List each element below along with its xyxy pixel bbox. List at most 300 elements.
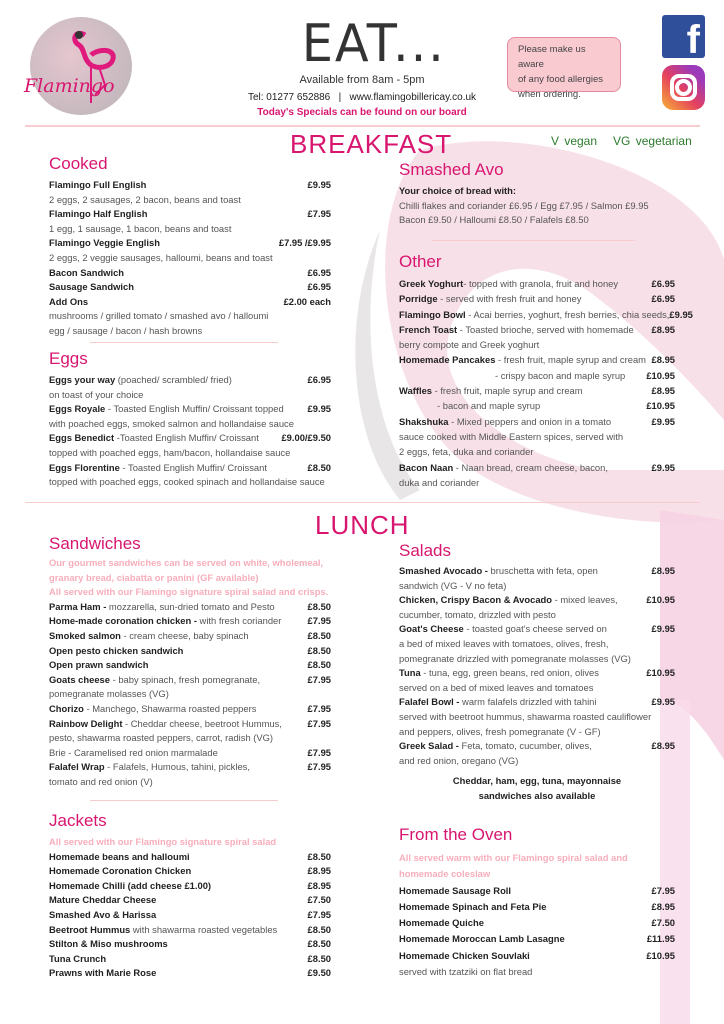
item-price: £7.95: [307, 717, 331, 729]
menu-item: [49, 295, 331, 310]
item-price: £8.95: [651, 900, 675, 912]
menu-item: [399, 368, 675, 383]
item-desc: (poached/ scrambled/ fried): [115, 374, 232, 385]
item-description: [49, 417, 331, 432]
item-text: [399, 213, 589, 228]
item-text: [399, 352, 646, 367]
note-text: All served with our Flamingo signature spiral salad: [49, 836, 277, 847]
item-price: £9.95: [651, 623, 675, 635]
item-description: [49, 222, 331, 237]
item-price: £8.95: [651, 740, 675, 752]
footer-line: sandwiches also available: [478, 789, 596, 801]
item-text: [399, 666, 599, 681]
item-price: £7.95: [307, 208, 331, 220]
item-text: [49, 309, 268, 324]
item-desc: and peppers, olives, fresh pomegranate (V - GF): [399, 725, 601, 737]
item-description: [49, 775, 331, 790]
item-name: Mature Cheddar Cheese: [49, 894, 157, 906]
item-price: £7.95: [307, 746, 331, 758]
item-price: £9.95: [651, 461, 675, 473]
item-text: [49, 446, 290, 461]
item-price: £8.50: [307, 659, 331, 671]
instagram-icon[interactable]: [662, 65, 705, 110]
item-name: Homemade Coronation Chicken: [49, 865, 192, 877]
item-description: [399, 429, 675, 444]
menu-item: [399, 899, 675, 915]
item-text: [49, 760, 250, 775]
item-text: [49, 251, 273, 266]
item-name: Add Ons: [49, 295, 89, 307]
section-title-salads: Salads: [399, 541, 451, 560]
item-text: [399, 276, 618, 291]
item-desc: - cream cheese, baby spinach: [120, 629, 249, 641]
item-text: [399, 593, 618, 608]
item-desc: - Mixed peppers and onion in a tomato: [448, 415, 612, 427]
item-text: [399, 199, 649, 214]
section-title-sandwiches: Sandwiches: [49, 534, 141, 553]
item-price: £7.95: [307, 761, 331, 773]
item-description: [49, 193, 331, 208]
item-text: [399, 579, 506, 594]
item-text: [49, 193, 241, 208]
item-text: [399, 337, 539, 352]
item-price: £6.95: [651, 278, 675, 289]
item-price: £11.95: [646, 933, 675, 945]
item-text: [399, 883, 511, 899]
item-text: [49, 658, 149, 673]
note-text: homemade coleslaw: [399, 868, 491, 880]
menu-item: [49, 280, 331, 295]
item-price: £6.95: [307, 374, 331, 385]
menu-item: [49, 717, 331, 732]
item-text: [399, 710, 651, 725]
item-desc: mushrooms / grilled tomato / smashed avo / halloumi: [49, 310, 269, 322]
salads-footer: [399, 774, 675, 803]
item-price: £8.95: [651, 565, 675, 576]
menu-item: [399, 276, 675, 291]
item-price: £8.50: [307, 629, 331, 641]
divider: [90, 800, 278, 801]
section-title-eggs: Eggs: [49, 349, 88, 368]
item-name: Goats cheese: [49, 673, 110, 685]
menu-item: [49, 236, 331, 251]
item-text: [49, 908, 156, 923]
item-desc: with fresh coriander: [196, 615, 282, 627]
allergy-line: of any food allergies: [518, 74, 604, 85]
item-desc: - Cheddar cheese, beetroot Hummus,: [122, 717, 282, 729]
item-price: £8.50: [307, 850, 331, 862]
section-note: [49, 556, 331, 571]
item-desc: served with beetroot hummus, shawarma roasted cauliflower: [399, 710, 652, 722]
item-desc: Bacon £9.50 / Halloumi £8.50 / Falafels £8.50: [399, 214, 589, 226]
item-text: [49, 893, 156, 908]
item-name: Your choice of bread with:: [399, 185, 517, 196]
item-text: [49, 402, 284, 417]
item-text: [49, 937, 168, 952]
item-text: [49, 687, 169, 702]
item-desc: - fresh fruit, maple syrup and cream: [432, 385, 583, 397]
item-description: [399, 725, 675, 740]
menu-item: [49, 850, 331, 865]
menu-item: [399, 948, 675, 964]
item-desc: 2 eggs, 2 veggie sausages, halloumi, beans and toast: [49, 251, 273, 263]
item-description: [49, 388, 331, 403]
item-text: [399, 460, 608, 475]
item-text: [399, 964, 532, 980]
item-desc: a bed of mixed leaves with tomatoes, olives, fresh,: [399, 637, 609, 649]
item-text: [399, 850, 628, 866]
item-price: £8.50: [307, 952, 331, 964]
item-name: Shakshuka: [399, 415, 449, 427]
item-price: £10.95: [646, 369, 675, 381]
menu-item: [49, 461, 331, 476]
item-name: Parma Ham -: [49, 600, 107, 612]
menu-item: [399, 352, 675, 367]
smashed-avo-list: [399, 184, 675, 228]
item-name: Homemade Chicken Souvlaki: [399, 949, 530, 961]
item-text: [49, 236, 160, 251]
item-desc: - toasted goat's cheese served on: [463, 623, 607, 635]
item-price: £10.95: [646, 667, 675, 679]
item-desc: 2 eggs, feta, duka and coriander: [399, 446, 534, 458]
menu-item: [49, 644, 331, 659]
legend-vegetarian: VG vegetarian: [613, 134, 692, 148]
item-desc: pomegranate drizzled with pomegranate molasses (VG): [399, 652, 631, 664]
page-title: EAT...: [301, 14, 446, 74]
menu-item: [49, 402, 331, 417]
item-price: £7.95: [307, 673, 331, 685]
menu-item: [49, 614, 331, 629]
item-description: [49, 475, 331, 490]
item-description: [399, 213, 675, 228]
section-title-cooked: Cooked: [49, 154, 108, 173]
facebook-icon[interactable]: f: [662, 15, 705, 58]
item-desc: - Naan bread, cream cheese, bacon,: [453, 461, 608, 473]
item-text: [399, 414, 611, 429]
item-text: [49, 475, 325, 490]
item-text: [49, 644, 183, 659]
menu-item: [49, 879, 331, 894]
item-name: Chicken, Crispy Bacon & Avocado: [399, 594, 552, 606]
item-name: Homemade beans and halloumi: [49, 850, 190, 862]
item-name: Bacon Naan: [399, 461, 454, 473]
item-description: [399, 475, 675, 490]
item-desc: egg / sausage / bacon / hash browns: [49, 324, 203, 336]
salads-list: [399, 564, 675, 768]
item-price: £7.95: [307, 702, 331, 714]
item-description: [49, 731, 331, 746]
item-text: [49, 702, 256, 717]
item-desc: Chilli flakes and coriander £6.95 / Egg £7.95 / Salmon £9.95: [399, 199, 649, 211]
item-desc: - topped with granola, fruit and honey: [463, 278, 619, 289]
availability: Available from 8am - 5pm: [299, 74, 425, 86]
item-desc: - Toasted English Muffin/ Croissant: [119, 461, 267, 473]
item-text: [49, 952, 106, 967]
menu-item: [49, 658, 331, 673]
item-price: £7.50: [651, 917, 675, 929]
item-desc: Feta, tomato, cucumber, olives,: [458, 740, 592, 752]
item-desc: -Toasted English Muffin/ Croissant: [114, 432, 259, 444]
item-name: Homemade Pancakes: [399, 354, 496, 366]
item-text: [399, 429, 623, 444]
item-price: £9.95: [651, 415, 675, 427]
item-desc: - crispy bacon and maple syrup: [495, 369, 626, 381]
item-text: [399, 322, 634, 337]
item-text: [399, 622, 607, 637]
item-description: [49, 324, 331, 339]
sandwiches-list: [49, 556, 331, 790]
menu-item: [49, 760, 331, 775]
item-desc: - Manchego, Shawarma roasted peppers: [83, 702, 257, 714]
item-text: [49, 673, 260, 688]
item-text: [399, 754, 518, 769]
item-price: £9.95: [651, 696, 675, 708]
item-text: [399, 564, 598, 579]
menu-item: [49, 746, 331, 761]
item-desc: - baby spinach, fresh pomegranate,: [109, 673, 261, 685]
item-desc: duka and coriander: [399, 476, 480, 488]
eggs-list: [49, 373, 331, 490]
menu-item: [399, 307, 693, 322]
menu-item: [399, 184, 675, 199]
menu-item: [49, 864, 331, 879]
item-desc: - Toasted English Muffin/ Croissant topped: [105, 403, 284, 415]
divider: [25, 502, 700, 503]
item-text: [399, 899, 546, 915]
item-description: [49, 687, 331, 702]
item-name: Homemade Quiche: [399, 917, 484, 929]
item-price: £10.95: [646, 594, 675, 606]
item-desc: - mixed leaves,: [552, 594, 618, 606]
item-price: £7.95: [307, 908, 331, 920]
contact-info[interactable]: Tel: 01277 652886 | www.flamingobillericay.co.uk: [247, 92, 477, 103]
item-desc: pomegranate molasses (VG): [49, 688, 169, 700]
item-description: [399, 444, 675, 459]
item-text: [399, 637, 608, 652]
item-name: Open pesto chicken sandwich: [49, 644, 184, 656]
item-text: [399, 695, 596, 710]
item-desc: and red onion, oregano (VG): [399, 754, 519, 766]
other-list: [399, 276, 693, 490]
item-name: Beetroot Hummus: [49, 923, 131, 935]
section-title-oven: From the Oven: [399, 825, 513, 844]
item-text: [399, 681, 593, 696]
menu-item: [399, 883, 675, 899]
item-price: £2.00 each: [283, 295, 331, 307]
item-description: [399, 637, 675, 652]
menu-item: [49, 923, 331, 938]
menu-item: [49, 373, 331, 388]
menu-item: [399, 322, 675, 337]
item-name: Smoked salmon: [49, 629, 121, 641]
item-price: £8.95: [651, 354, 675, 366]
item-text: [49, 461, 267, 476]
item-text: [399, 368, 625, 383]
divider: [90, 342, 278, 343]
menu-item: [49, 673, 331, 688]
menu-item: [399, 460, 675, 475]
menu-item: [399, 666, 675, 681]
item-name: Homemade Moroccan Lamb Lasagne: [399, 933, 565, 945]
item-text: [49, 295, 88, 310]
item-text: [49, 373, 232, 388]
item-text: [49, 629, 249, 644]
oven-list: [399, 850, 675, 980]
item-text: [399, 725, 601, 740]
item-text: [49, 835, 276, 850]
item-desc: pesto, shawarma roasted peppers, carrot, radish (VG): [49, 732, 274, 744]
item-name: Porridge: [399, 293, 438, 305]
item-text: [49, 207, 147, 222]
section-note: [399, 850, 675, 866]
item-name: Greek Yoghurt: [399, 278, 464, 289]
item-desc: - served with fresh fruit and honey: [437, 293, 582, 305]
item-desc: topped with poached eggs, ham/bacon, hollandaise sauce: [49, 446, 291, 458]
item-text: [49, 850, 190, 865]
menu-item: [399, 915, 675, 931]
allergy-notice: [507, 37, 621, 100]
item-desc: sandwich (VG - V no feta): [399, 579, 507, 591]
menu-item: [49, 893, 331, 908]
item-name: Flamingo Full English: [49, 179, 147, 190]
item-name: Bacon Sandwich: [49, 266, 125, 278]
item-price: £9.95: [669, 308, 693, 320]
menu-item: [399, 291, 675, 306]
specials-notice: Today's Specials can be found on our board: [257, 107, 467, 118]
item-text: [49, 966, 156, 981]
item-price: £9.00/£9.50: [281, 432, 331, 444]
allergy-line: Please make us aware: [518, 44, 586, 70]
breakfast-title: BREAKFAST: [290, 129, 453, 159]
item-price: £8.50: [307, 938, 331, 950]
item-price: £8.50: [307, 461, 331, 473]
item-text: [49, 571, 258, 586]
section-note: [49, 835, 331, 850]
item-price: £9.50: [307, 967, 331, 979]
flamingo-logo: [24, 17, 132, 115]
item-price: £8.95: [307, 865, 331, 877]
item-desc: served with tzatziki on flat bread: [399, 966, 533, 978]
item-name: Eggs Royale: [49, 403, 106, 415]
menu-item: [399, 695, 675, 710]
item-price: £8.50: [307, 923, 331, 935]
menu-item: [49, 952, 331, 967]
item-text: [49, 600, 275, 615]
item-name: Rainbow Delight: [49, 717, 123, 729]
item-desc: sauce cooked with Middle Eastern spices, served with: [399, 430, 624, 442]
legend-vegan: V vegan: [551, 134, 598, 148]
menu-item: [49, 266, 331, 281]
item-text: [399, 475, 479, 490]
note-text: Our gourmet sandwiches can be served on white, wholemeal,: [49, 557, 324, 568]
item-name: Eggs your way: [49, 374, 116, 385]
item-name: French Toast: [399, 323, 458, 335]
item-name: Falafel Bowl -: [399, 696, 460, 708]
menu-item: [49, 629, 331, 644]
lunch-title: LUNCH: [315, 510, 410, 540]
menu-item: [49, 702, 331, 717]
item-price: £8.50: [307, 600, 331, 612]
section-title-other: Other: [399, 252, 442, 271]
menu-item: [399, 622, 675, 637]
item-name: Sausage Sandwich: [49, 281, 134, 293]
item-text: [399, 307, 669, 322]
item-desc: - Acai berries, yoghurt, fresh berries, chia seeds,: [465, 308, 670, 320]
item-desc: - tuna, egg, green beans, red onion, olives: [420, 667, 599, 679]
item-name: Open prawn sandwich: [49, 659, 149, 671]
item-text: [399, 915, 484, 931]
diet-legend: [551, 134, 692, 148]
item-text: [399, 398, 540, 413]
item-text: [49, 280, 134, 295]
item-name: Waffles: [399, 385, 432, 397]
item-name: Home-made coronation chicken -: [49, 615, 197, 627]
item-desc: 1 egg, 1 sausage, 1 bacon, beans and toast: [49, 222, 232, 234]
item-price: £7.95 /£9.95: [278, 237, 331, 249]
item-text: [49, 879, 211, 894]
item-desc: Brie - Caramelised red onion marmalade: [49, 746, 218, 758]
item-name: Flamingo Half English: [49, 208, 148, 220]
divider: [432, 240, 635, 241]
item-text: [49, 324, 202, 339]
item-text: [399, 444, 533, 459]
allergy-line: when ordering.: [518, 89, 581, 100]
item-text: [399, 184, 516, 199]
item-price: £8.95: [307, 879, 331, 891]
item-price: £7.50: [307, 894, 331, 906]
item-text: [399, 931, 565, 947]
item-desc: 2 eggs, 2 sausages, 2 bacon, beans and toast: [49, 193, 241, 205]
item-description: [49, 309, 331, 324]
menu-item: [399, 593, 675, 608]
item-desc: warm falafels drizzled with tahini: [459, 696, 597, 708]
section-note: [399, 866, 675, 882]
item-description: [399, 710, 675, 725]
menu-item: [399, 398, 675, 413]
item-price: £7.95: [307, 615, 331, 627]
item-name: Homemade Spinach and Feta Pie: [399, 900, 547, 912]
item-price: £10.95: [646, 949, 675, 961]
item-desc: - bacon and maple syrup: [437, 400, 541, 412]
item-description: [399, 199, 675, 214]
item-description: [49, 251, 331, 266]
item-description: [49, 446, 331, 461]
item-desc: bruschetta with feta, open: [487, 565, 598, 576]
item-desc: on toast of your choice: [49, 388, 144, 400]
item-name: Stilton & Miso mushrooms: [49, 938, 168, 950]
item-text: [399, 866, 490, 882]
item-desc: tomato and red onion (V): [49, 775, 153, 787]
item-name: Greek Salad -: [399, 740, 459, 752]
item-desc: mozzarella, sun-dried tomato and Pesto: [106, 600, 275, 612]
note-text: All served warm with our Flamingo spiral salad and: [399, 852, 628, 863]
item-name: Chorizo: [49, 702, 84, 714]
jackets-list: [49, 835, 331, 981]
logo-text: Flamingo: [24, 75, 115, 97]
item-text: [399, 652, 631, 667]
item-name: Smashed Avo & Harissa: [49, 908, 157, 920]
item-text: [49, 731, 273, 746]
section-title-jackets: Jackets: [49, 811, 107, 830]
item-name: Falafel Wrap: [49, 761, 105, 773]
item-text: [49, 178, 146, 193]
item-text: [49, 431, 259, 446]
item-price: £8.95: [651, 385, 675, 397]
divider: [25, 125, 700, 127]
item-price: £8.95: [651, 323, 675, 335]
item-desc: with shawarma roasted vegetables: [130, 923, 278, 935]
item-name: Flamingo Bowl: [399, 308, 466, 320]
